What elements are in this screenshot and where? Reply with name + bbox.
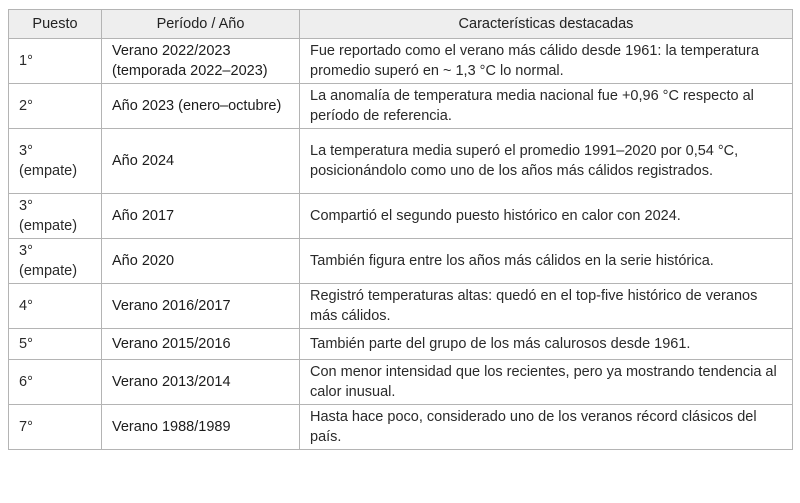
features-cell: También figura entre los años más cálidos en la serie histórica. xyxy=(300,239,793,284)
rank-cell xyxy=(9,129,102,194)
features-cell: Registró temperaturas altas: quedó en el top-five histórico de veranos más cálidos. xyxy=(300,284,793,329)
rank-value: 6° xyxy=(19,374,33,390)
period-value: Año 2017 xyxy=(112,208,175,224)
features-cell: Hasta hace poco, considerado uno de los veranos récord clásicos del país. xyxy=(300,405,793,450)
header-period: Período / Año xyxy=(102,10,300,39)
hottest-periods-table xyxy=(8,9,793,450)
table-row xyxy=(9,360,793,405)
rank-note: (empate) xyxy=(19,218,78,234)
period-value: Verano 2016/2017 xyxy=(112,298,231,314)
rank-cell xyxy=(9,284,102,329)
table-row xyxy=(9,194,793,239)
rank-cell xyxy=(9,239,102,284)
rank-cell xyxy=(9,84,102,129)
rank-value: 4° xyxy=(19,298,33,314)
table-row xyxy=(9,329,793,360)
rank-cell xyxy=(9,39,102,84)
rank-cell xyxy=(9,405,102,450)
period-note: (temporada 2022–2023) xyxy=(112,63,268,79)
header-row xyxy=(9,10,793,39)
period-value: Verano 2013/2014 xyxy=(112,374,231,390)
features-cell: La temperatura media superó el promedio 1991–2020 por 0,54 °C, posicionándolo como uno de los años más cálidos registrados. xyxy=(300,129,793,194)
period-value: Verano 2015/2016 xyxy=(112,336,231,352)
rank-cell xyxy=(9,194,102,239)
period-value: Verano 1988/1989 xyxy=(112,419,231,435)
rank-value: 7° xyxy=(19,419,33,435)
period-value: Año 2024 xyxy=(112,153,175,169)
table-row xyxy=(9,84,793,129)
table-row xyxy=(9,39,793,84)
rank-cell xyxy=(9,329,102,360)
period-note: (enero–octubre) xyxy=(178,98,282,114)
rank-value: 3° xyxy=(19,198,33,214)
period-cell xyxy=(102,194,300,239)
features-cell: También parte del grupo de los más calurosos desde 1961. xyxy=(300,329,793,360)
period-cell xyxy=(102,239,300,284)
table-row xyxy=(9,405,793,450)
period-cell xyxy=(102,84,300,129)
rank-value: 3° xyxy=(19,143,33,159)
period-cell xyxy=(102,129,300,194)
period-cell xyxy=(102,284,300,329)
period-cell xyxy=(102,329,300,360)
period-value: Verano 2022/2023 xyxy=(112,43,231,59)
header-features: Características destacadas xyxy=(300,10,793,39)
rank-cell xyxy=(9,360,102,405)
rank-note: (empate) xyxy=(19,263,78,279)
features-cell: Fue reportado como el verano más cálido desde 1961: la temperatura promedio superó en ~ 1,3 °C lo normal. xyxy=(300,39,793,84)
ranking-table-container xyxy=(8,9,792,450)
period-value: Año 2023 xyxy=(112,98,175,114)
features-cell: Compartió el segundo puesto histórico en calor con 2024. xyxy=(300,194,793,239)
features-cell: Con menor intensidad que los recientes, pero ya mostrando tendencia al calor inusual. xyxy=(300,360,793,405)
table-row xyxy=(9,129,793,194)
features-cell: La anomalía de temperatura media nacional fue +0,96 °C respecto al período de referencia. xyxy=(300,84,793,129)
period-cell xyxy=(102,360,300,405)
table-row xyxy=(9,239,793,284)
rank-value: 5° xyxy=(19,336,33,352)
rank-value: 1° xyxy=(19,53,33,69)
period-cell xyxy=(102,405,300,450)
rank-value: 2° xyxy=(19,98,33,114)
rank-note: (empate) xyxy=(19,163,78,179)
period-value: Año 2020 xyxy=(112,253,175,269)
header-rank: Puesto xyxy=(9,10,102,39)
period-cell xyxy=(102,39,300,84)
rank-value: 3° xyxy=(19,243,33,259)
table-row xyxy=(9,284,793,329)
